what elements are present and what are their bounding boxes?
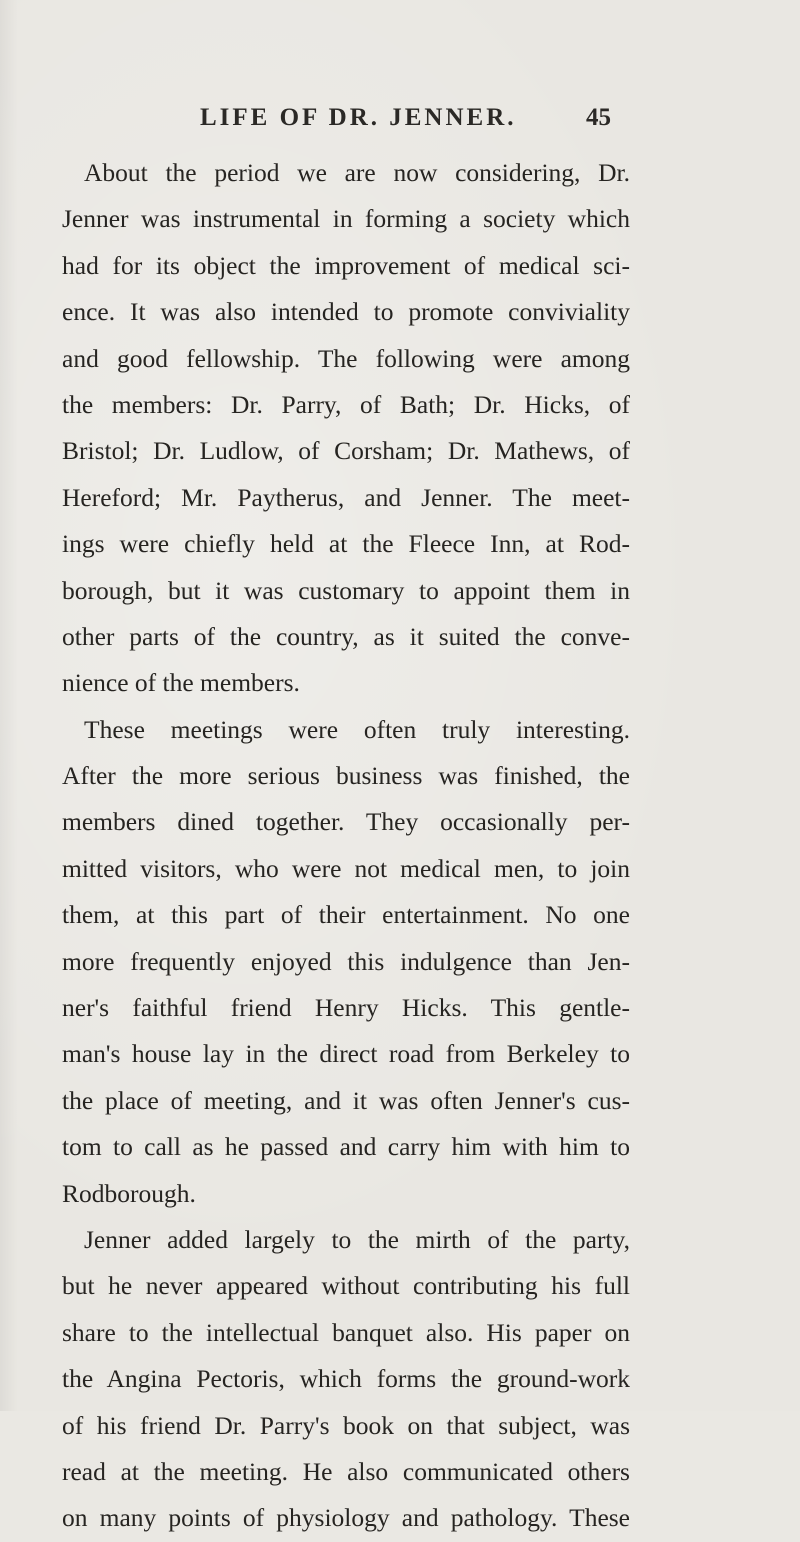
text-line: After the more serious business was finished, the <box>62 761 630 791</box>
text-line: ner's faithful friend Henry Hicks. This gentle- <box>62 993 630 1023</box>
text-line: Jenner added largely to the mirth of the party, <box>84 1224 630 1254</box>
paragraph <box>62 150 630 707</box>
body-text <box>62 150 630 1542</box>
text-line: more frequently enjoyed this indulgence than Jen- <box>62 946 630 976</box>
text-line: had for its object the improvement of medical sci- <box>62 250 630 280</box>
text-line: on many points of physiology and pathology. These <box>62 1503 630 1533</box>
text-line: Jenner was instrumental in forming a society which <box>62 204 630 234</box>
text-line: Bristol; Dr. Ludlow, of Corsham; Dr. Mathews, of <box>62 436 630 466</box>
text-line: These meetings were often truly interesting. <box>84 714 630 744</box>
text-line: borough, but it was customary to appoint them in <box>62 575 630 605</box>
text-line: man's house lay in the direct road from Berkeley to <box>62 1039 630 1069</box>
text-line: Rodborough. <box>62 1178 196 1208</box>
text-line: share to the intellectual banquet also. His paper on <box>62 1317 630 1347</box>
text-line: other parts of the country, as it suited the conve- <box>62 621 630 651</box>
text-line: mitted visitors, who were not medical men, to join <box>62 853 630 883</box>
text-line: them, at this part of their entertainment. No one <box>62 900 630 930</box>
text-line: ence. It was also intended to promote conviviality <box>62 297 630 327</box>
text-line: ings were chiefly held at the Fleece Inn, at Rod- <box>62 529 630 559</box>
page-number: 45 <box>586 104 611 131</box>
text-line: About the period we are now considering, Dr. <box>84 158 630 187</box>
text-line: the place of meeting, and it was often Jenner's cus- <box>62 1085 630 1115</box>
text-line: members dined together. They occasionally per- <box>62 807 630 837</box>
text-line: the members: Dr. Parry, of Bath; Dr. Hicks, of <box>62 389 630 419</box>
text-line: nience of the members. <box>62 668 300 698</box>
paragraph <box>62 1217 630 1542</box>
paragraph <box>62 707 630 1217</box>
text-line: and good fellowship. The following were among <box>62 343 630 373</box>
text-line: read at the meeting. He also communicated others <box>62 1456 630 1486</box>
running-title: LIFE OF DR. JENNER. <box>200 104 517 131</box>
text-line: tom to call as he passed and carry him with him to <box>62 1132 630 1162</box>
running-head <box>0 104 800 138</box>
text-line: Hereford; Mr. Paytherus, and Jenner. The meet- <box>62 482 630 512</box>
text-line: the Angina Pectoris, which forms the ground-work <box>62 1364 630 1394</box>
text-line: of his friend Dr. Parry's book on that subject, was <box>62 1410 630 1440</box>
text-line: but he never appeared without contributing his full <box>62 1271 630 1301</box>
